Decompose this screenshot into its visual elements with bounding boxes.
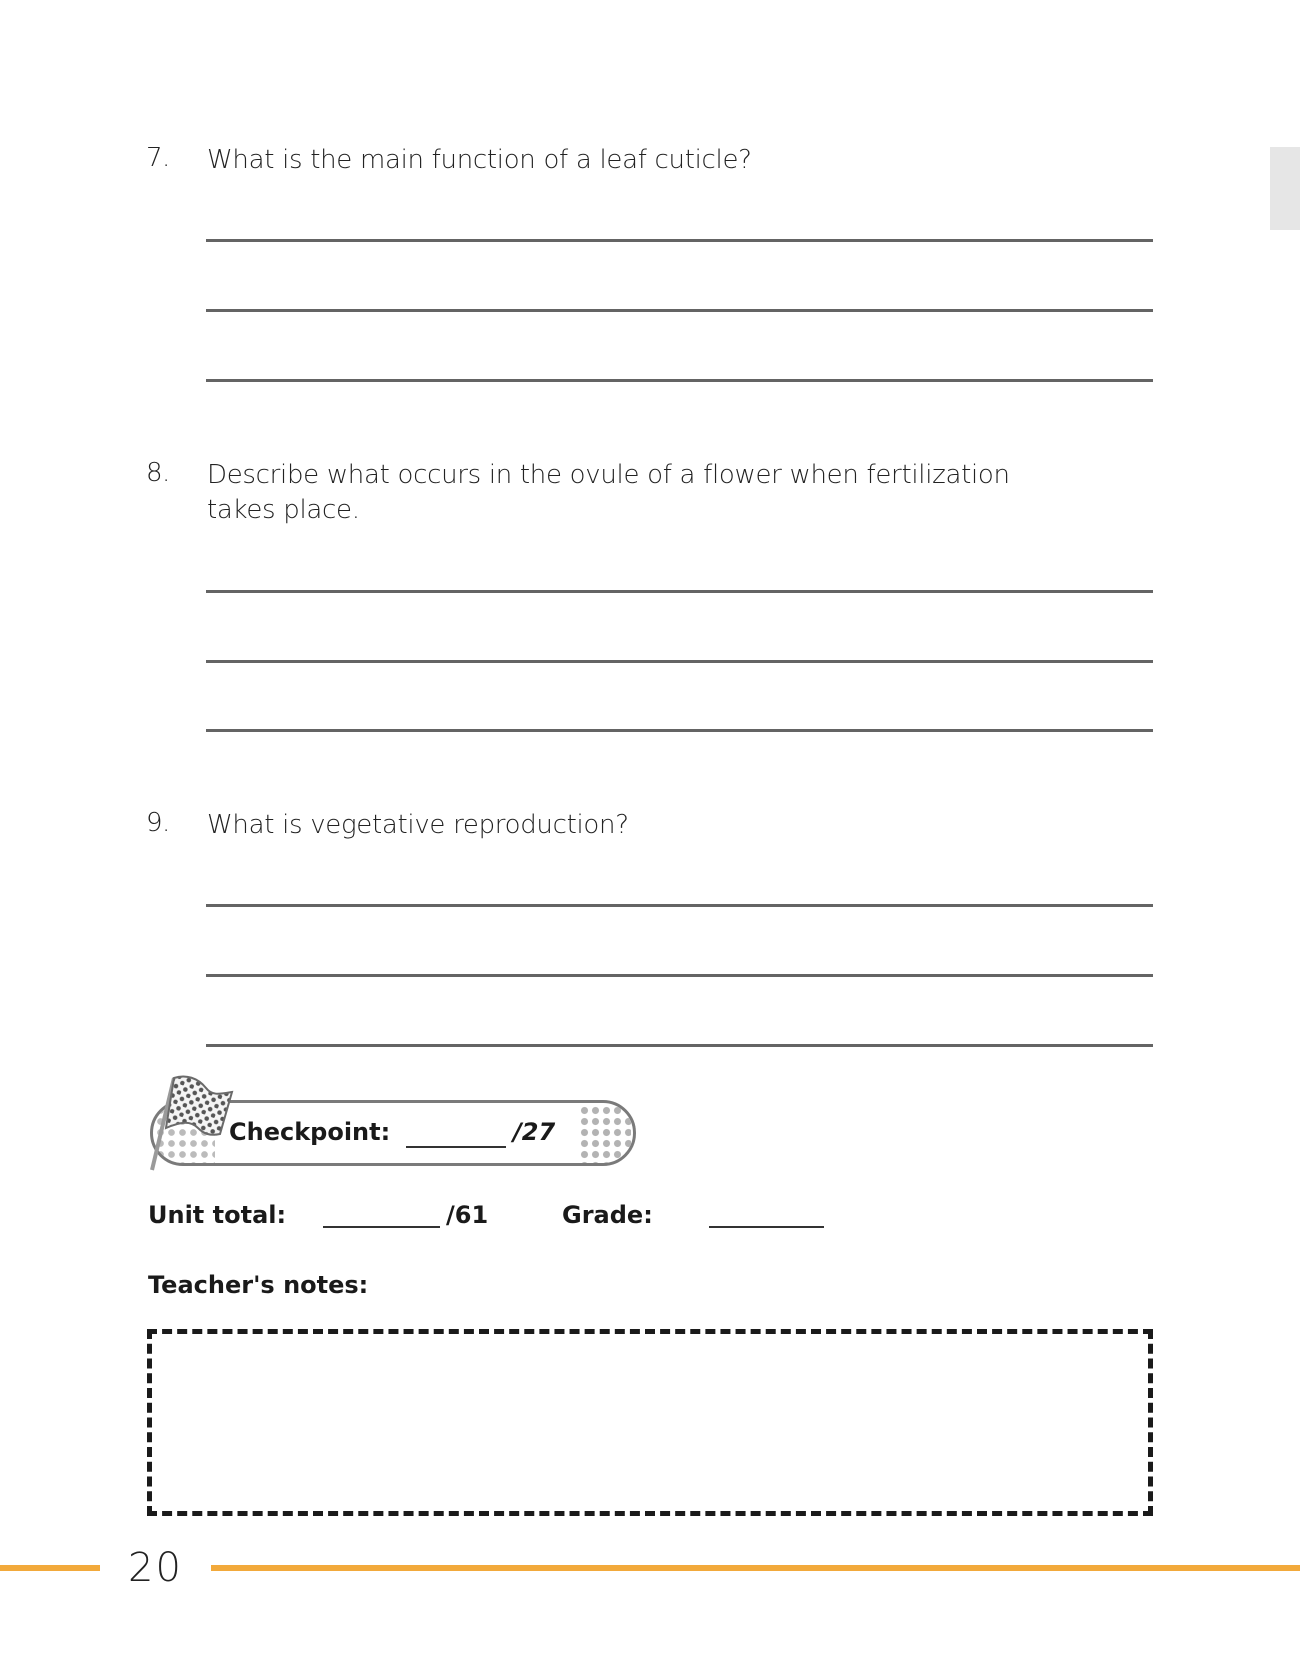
checkpoint-score-field[interactable]	[406, 1146, 506, 1148]
checkpoint-total: /27	[513, 1118, 556, 1146]
grade-field[interactable]	[709, 1226, 824, 1228]
unit-total-max: /61	[446, 1201, 489, 1229]
teachers-notes-box[interactable]	[147, 1329, 1153, 1516]
unit-total-score-field[interactable]	[323, 1226, 440, 1228]
unit-total-label: Unit total:	[148, 1201, 287, 1229]
side-tab	[1270, 147, 1300, 230]
answer-line[interactable]	[206, 1044, 1153, 1047]
checkered-flag-icon	[146, 1072, 242, 1172]
answer-line[interactable]	[206, 239, 1153, 242]
grade-label: Grade:	[562, 1201, 653, 1229]
question-number: 7.	[146, 143, 170, 173]
footer-rule-left	[0, 1565, 100, 1571]
page-number: 20	[128, 1545, 183, 1591]
answer-line[interactable]	[206, 590, 1153, 593]
question-text: What is vegetative reproduction?	[207, 810, 629, 840]
teachers-notes-label: Teacher's notes:	[148, 1271, 369, 1299]
question-number: 9.	[146, 808, 170, 838]
answer-line[interactable]	[206, 309, 1153, 312]
question-number: 8.	[146, 458, 170, 488]
checkpoint-label: Checkpoint:	[229, 1118, 391, 1146]
answer-line[interactable]	[206, 379, 1153, 382]
question-text: What is the main function of a leaf cuticle?	[207, 145, 752, 175]
question-text: Describe what occurs in the ovule of a flower when fertilization	[207, 460, 1010, 490]
footer-rule-right	[211, 1565, 1300, 1571]
answer-line[interactable]	[206, 729, 1153, 732]
halftone-decoration	[579, 1105, 631, 1163]
answer-line[interactable]	[206, 904, 1153, 907]
answer-line[interactable]	[206, 660, 1153, 663]
answer-line[interactable]	[206, 974, 1153, 977]
question-text: takes place.	[207, 495, 360, 525]
